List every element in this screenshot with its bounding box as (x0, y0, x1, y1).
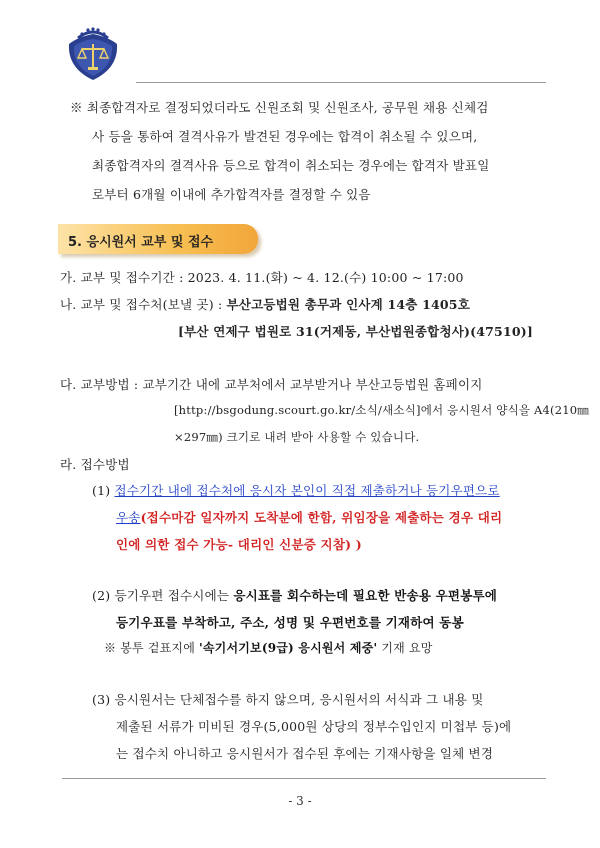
item-na-address: [부산 연제구 법원로 31(거제동, 부산법원종합청사)(47510)] (178, 324, 533, 339)
method1-red-3: 인에 의한 접수 가능- 대리인 신분증 지참) ) (116, 537, 362, 552)
note1-line-4: 로부터 6개월 이내에 추가합격자를 결정할 수 있음 (92, 187, 371, 202)
method2-note (104, 639, 433, 656)
method1-line-2 (116, 508, 502, 526)
method2-plain: (2) 등기우편 접수시에는 (92, 588, 234, 603)
item-na-value: 부산고등법원 총무과 인사계 14층 1405호 (226, 297, 470, 312)
method2-line-1 (92, 586, 497, 604)
section-title: 5. 응시원서 교부 및 접수 (68, 235, 214, 250)
note1-line-3: 최종합격자의 결격사유 등으로 합격이 취소되는 경우에는 합격자 발표일 (92, 158, 490, 173)
method3-line-2: 제출된 서류가 미비된 경우(5,000원 상당의 정부수입인지 미첩부 등)에 (116, 719, 512, 734)
method2-note-plain-2: 기재 요망 (377, 641, 433, 655)
method2-bold-1: 응시표를 회수하는데 필요한 반송용 우편봉투에 (233, 588, 498, 603)
method1-blue-2: 우송 (116, 510, 141, 525)
item-na (60, 295, 470, 313)
method1-blue-1: 접수기간 내에 접수처에 응시자 본인이 직접 제출하거나 등기우편으로 (114, 483, 500, 498)
item-na-label: 나. 교부 및 접수처(보낼 곳) : (60, 297, 227, 312)
method1-line-1 (92, 481, 500, 499)
item-da-line-3: ×297㎜) 크기로 내려 받아 사용할 수 있습니다. (174, 430, 420, 444)
method1-prefix: (1) (92, 483, 115, 498)
item-ga: 가. 교부 및 접수기간 : 2023. 4. 11.(화) ~ 4. 12.(수) 10:00 ~ 17:00 (60, 270, 464, 285)
header-divider (136, 82, 546, 83)
method2-note-bold: '속기서기보(9급) 응시원서 제중' (199, 641, 378, 655)
page-number: - 3 - (288, 794, 312, 808)
item-da-line-1: 다. 교부방법 : 교부기간 내에 교부처에서 교부받거나 부산고등법원 홈페이지 (60, 377, 483, 392)
court-emblem-logo (62, 22, 124, 84)
footer-divider (62, 778, 546, 779)
note1-line-2: 사 등을 통하여 결격사유가 발견된 경우에는 합격이 취소될 수 있으며, (92, 129, 478, 144)
method2-note-plain-1: ※ 봉투 겉표지에 (104, 641, 199, 655)
method2-bold-2: 등기우표를 부착하고, 주소, 성명 및 우편번호를 기재하여 동봉 (116, 615, 464, 630)
item-da-line-2: [http://bsgodung.scourt.go.kr/소식/새소식]에서 응시원서 양식을 A4(210㎜ (174, 403, 589, 417)
method3-line-1: (3) 응시원서는 단체접수를 하지 않으며, 응시원서의 서식과 그 내용 및 (92, 692, 484, 707)
note1-line-1: ※ 최종합격자로 결정되었더라도 신원조회 및 신원조사, 공무원 채용 신체검 (70, 100, 489, 115)
method1-red-2: (접수마감 일자까지 도착분에 한함, 위임장을 제출하는 경우 대리 (140, 510, 503, 525)
method3-line-3: 는 접수치 아니하고 응시원서가 접수된 후에는 기재사항을 일체 변경 (116, 746, 494, 761)
item-ra: 라. 접수방법 (60, 457, 130, 472)
